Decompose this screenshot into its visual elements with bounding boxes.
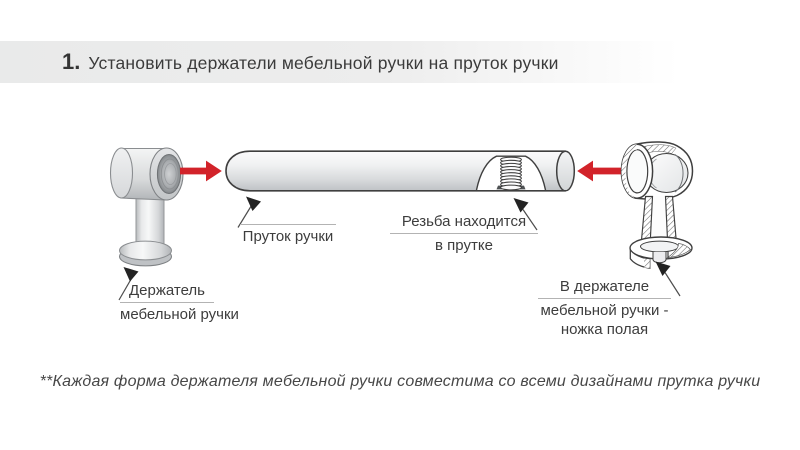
red-arrow-left-icon	[577, 161, 628, 182]
handle-holder-illustration	[111, 148, 184, 266]
holder-label-line2: мебельной ручки	[120, 306, 239, 323]
handle-rod-illustration	[226, 151, 574, 191]
compatibility-footnote: **Каждая форма держателя мебельной ручки совместима со всеми дизайнами прутка ручки	[39, 373, 761, 390]
thread-label-line2: в прутке	[435, 237, 493, 254]
cutaway-holder-illustration	[621, 142, 692, 268]
hollow-leg-label-line1: В держателе	[538, 277, 671, 299]
step-instruction: Установить держатели мебельной ручки на пруток ручки	[88, 53, 559, 73]
hollow-leg-label-line2: мебельной ручки -	[540, 302, 669, 319]
holder-label-line1: Держатель	[120, 281, 214, 303]
hollow-leg-label	[528, 277, 681, 339]
step-number: 1.	[62, 49, 81, 74]
thread-label	[390, 212, 538, 255]
thread-label-line1: Резьба находится	[390, 212, 538, 234]
holder-label	[120, 281, 239, 324]
red-arrow-right-icon	[180, 161, 222, 182]
rod-label: Пруток ручки	[240, 224, 336, 246]
hollow-leg-label-line3: ножка полая	[560, 321, 649, 338]
